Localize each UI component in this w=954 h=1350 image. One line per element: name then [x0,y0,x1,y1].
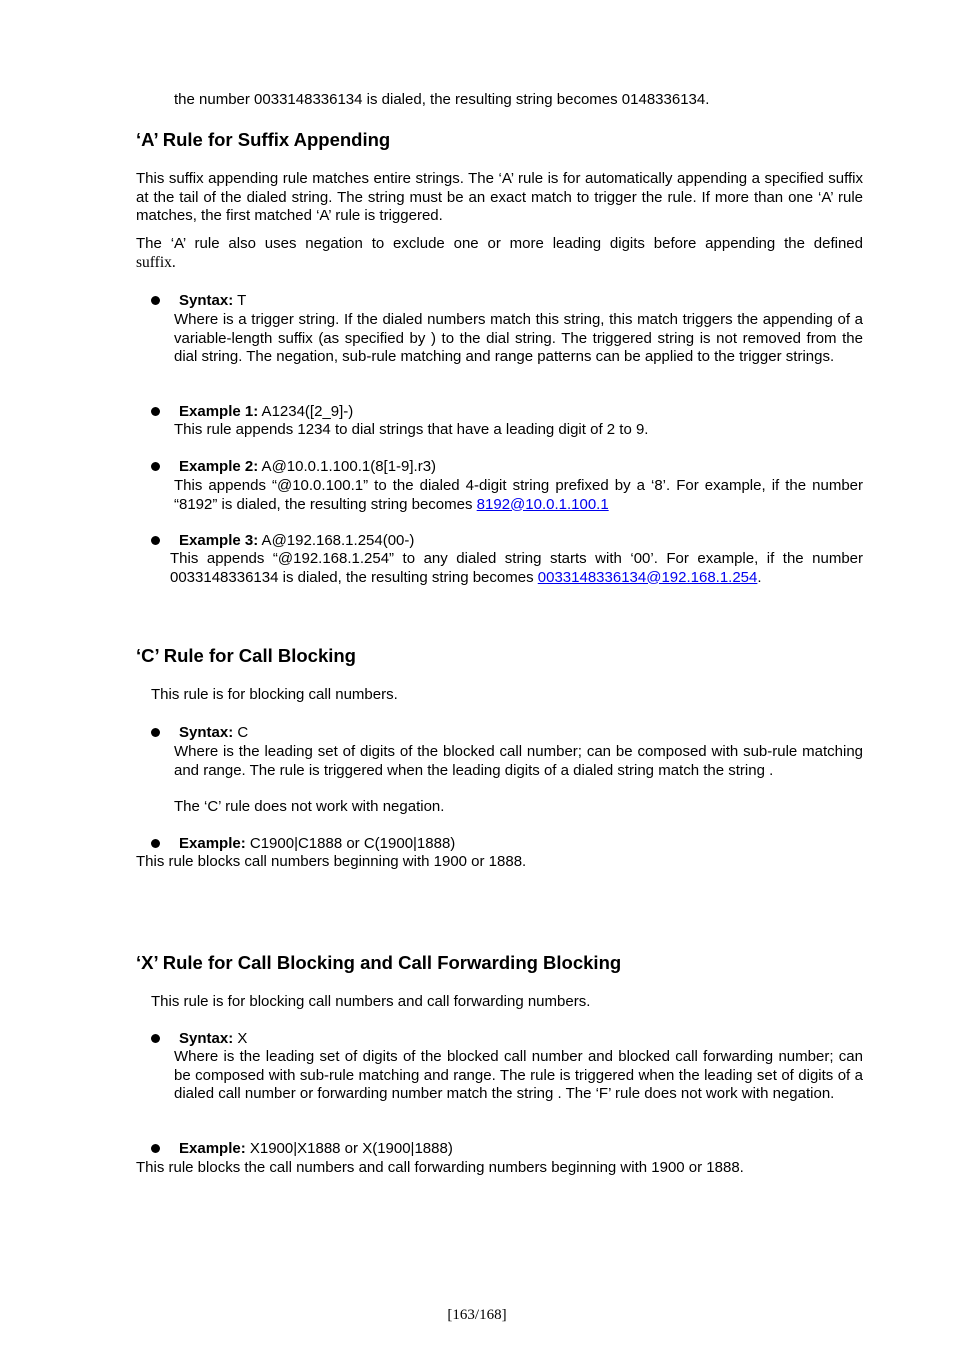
bullet-icon [151,536,160,545]
a-example-2-link[interactable]: 8192@10.0.1.100.1 [476,495,609,513]
c-syntax-line [179,724,248,742]
a-syntax-label: Syntax: [179,292,234,309]
c-example-description: This rule blocks call numbers beginning with 1900 or 1888. [136,853,527,870]
a-example-3-line [179,532,414,550]
x-syntax-label: Syntax: [179,1030,234,1047]
x-syntax-line [179,1030,247,1048]
heading-x-rule: ‘X’ Rule for Call Blocking and Call Forwarding Blocking [136,952,622,973]
c-syntax-value: C [233,724,249,741]
c-syntax-label: Syntax: [179,724,234,741]
c-example-label: Example: [179,835,246,852]
x-example-value: X1900|X1888 or X(1900|1888) [245,1140,453,1157]
a-syntax-line [179,292,246,310]
a-example-2-text: This appends “@10.0.100.1” to the dialed 4-digit string prefixed by a ‘8’. For example, if the number “8192” is dialed, the resulting string becomes [174,477,863,513]
bullet-icon [151,1144,160,1153]
a-example-3-label: Example 3: [179,532,259,549]
c-rule-intro: This rule is for blocking call numbers. [151,686,398,703]
a-rule-paragraph-2: The ‘A’ rule also uses negation to exclude one or more leading digits before appending the defined [136,235,863,252]
a-example-2-label: Example 2: [179,458,259,475]
heading-c-rule: ‘C’ Rule for Call Blocking [136,645,356,666]
a-example-3-description [170,550,863,587]
a-example-3-link[interactable]: 0033148336134@192.168.1.254 [537,568,758,586]
a-syntax-description: Where is a trigger string. If the dialed numbers match this string, this match triggers the appending of a variable-length suffix (as specified by ) to the dial string. The triggered string is not removed from the dial string. The negation, sub-rule matching and range patterns can be applied to the trigger strings. [174,311,863,365]
a-example-3-text: This appends “@192.168.1.254” to any dialed string starts with ‘00’. For example, if the number 0033148336134 is dialed, the resulting string becomes [170,550,863,586]
bullet-icon [151,407,160,416]
a-example-2-description [174,477,863,514]
bullet-icon [151,839,160,848]
x-rule-intro: This rule is for blocking call numbers and call forwarding numbers. [151,993,591,1010]
c-example-line [179,835,455,853]
a-example-2-line [179,458,436,476]
a-syntax-value: T [233,292,247,309]
heading-a-rule: ‘A’ Rule for Suffix Appending [136,129,391,150]
a-example-1-value: A1234([2_9]-) [258,403,354,420]
x-syntax-description: Where is the leading set of digits of the blocked call number and blocked call forwarding number; can be composed with sub-rule matching and range. The rule is triggered when the leading set of digits of a dialed call number or forwarding number match the string . The ‘F’ rule does not work with negation. [174,1048,863,1102]
x-syntax-value: X [233,1030,248,1047]
intro-line: the number 0033148336134 is dialed, the resulting string becomes 0148336134. [174,91,710,108]
bullet-icon [151,728,160,737]
a-example-2-value: A@10.0.1.100.1(8[1-9].r3) [258,458,437,475]
c-syntax-note: The ‘C’ rule does not work with negation. [174,798,445,815]
x-example-label: Example: [179,1140,246,1157]
a-rule-paragraph-2-end: suffix. [136,254,176,271]
c-example-value: C1900|C1888 or C(1900|1888) [245,835,456,852]
c-syntax-description: Where is the leading set of digits of the blocked call number; can be composed with sub-rule matching and range. The rule is triggered when the leading digits of a dialed string match the string . [174,743,863,779]
bullet-icon [151,296,160,305]
a-rule-paragraph-1: This suffix appending rule matches entire strings. The ‘A’ rule is for automatically appending a specified suffix at the tail of the dialed string. The string must be an exact match to trigger the rule. If more than one ‘A’ rule matches, the first matched ‘A’ rule is triggered. [136,170,863,224]
bullet-icon [151,1034,160,1043]
a-example-1-label: Example 1: [179,403,259,420]
a-example-3-value: A@192.168.1.254(00-) [258,532,415,549]
a-example-3-end: . [757,568,762,586]
bullet-icon [151,462,160,471]
a-example-1-line [179,403,353,421]
a-example-1-description: This rule appends 1234 to dial strings that have a leading digit of 2 to 9. [174,421,649,438]
page-number: [163/168] [447,1307,507,1323]
x-example-description: This rule blocks the call numbers and call forwarding numbers beginning with 1900 or 1888. [136,1159,744,1176]
x-example-line [179,1140,453,1158]
